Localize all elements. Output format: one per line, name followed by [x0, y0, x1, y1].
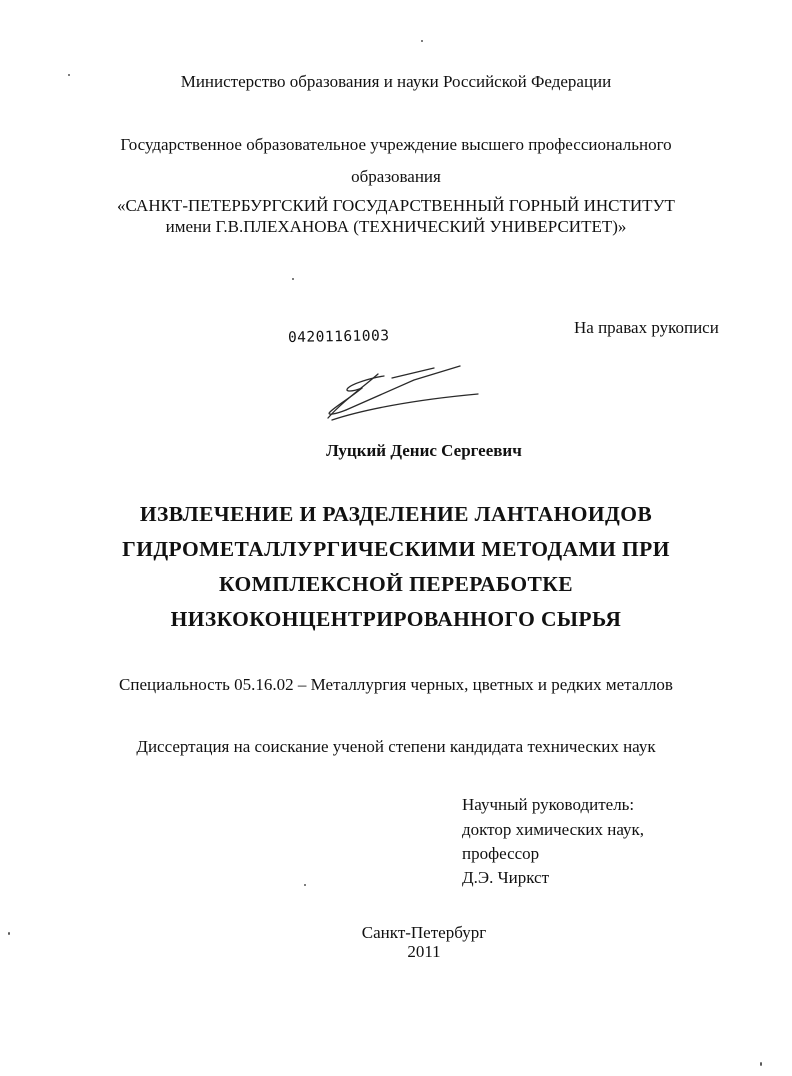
institution-line-1: Государственное образовательное учреждение высшего профессионального — [120, 135, 672, 154]
year-line: 2011 — [407, 942, 441, 961]
scan-speck — [760, 1062, 762, 1066]
scan-speck — [292, 278, 294, 280]
advisor-rank: профессор — [462, 844, 540, 863]
registration-code: 04201161003 — [287, 328, 390, 346]
thesis-title-line-2: ГИДРОМЕТАЛЛУРГИЧЕСКИМИ МЕТОДАМИ ПРИ — [122, 537, 670, 561]
ministry-line: Министерство образования и науки Российской Федерации — [180, 72, 612, 91]
scan-speck — [68, 74, 70, 76]
advisor-label: Научный руководитель: — [462, 795, 635, 814]
advisor-name: Д.Э. Чиркст — [462, 868, 550, 887]
scan-speck — [421, 40, 423, 42]
institution-name-line-1: «САНКТ-ПЕТЕРБУРГСКИЙ ГОСУДАРСТВЕННЫЙ ГОРНЫЙ ИНСТИТУТ — [117, 196, 675, 215]
specialty-line: Специальность 05.16.02 – Металлургия черных, цветных и редких металлов — [119, 675, 673, 694]
institution-line-2: образования — [351, 167, 441, 186]
thesis-title-line-1: ИЗВЛЕЧЕНИЕ И РАЗДЕЛЕНИЕ ЛАНТАНОИДОВ — [139, 502, 653, 526]
thesis-title-line-4: НИЗКОКОНЦЕНТРИРОВАННОГО СЫРЬЯ — [170, 607, 622, 631]
scan-speck — [304, 884, 306, 886]
thesis-title-line-3: КОМПЛЕКСНОЙ ПЕРЕРАБОТКЕ — [219, 572, 573, 596]
advisor-degree: доктор химических наук, — [462, 820, 645, 839]
dissertation-line: Диссертация на соискание ученой степени кандидата технических наук — [136, 737, 656, 756]
author-name: Луцкий Денис Сергеевич — [326, 441, 522, 460]
city-line: Санкт-Петербург — [361, 923, 487, 942]
institution-name-line-2: имени Г.В.ПЛЕХАНОВА (ТЕХНИЧЕСКИЙ УНИВЕРСИТЕТ)» — [165, 217, 627, 236]
manuscript-note: На правах рукописи — [574, 318, 719, 337]
author-signature — [322, 358, 482, 428]
scan-speck — [8, 932, 10, 935]
